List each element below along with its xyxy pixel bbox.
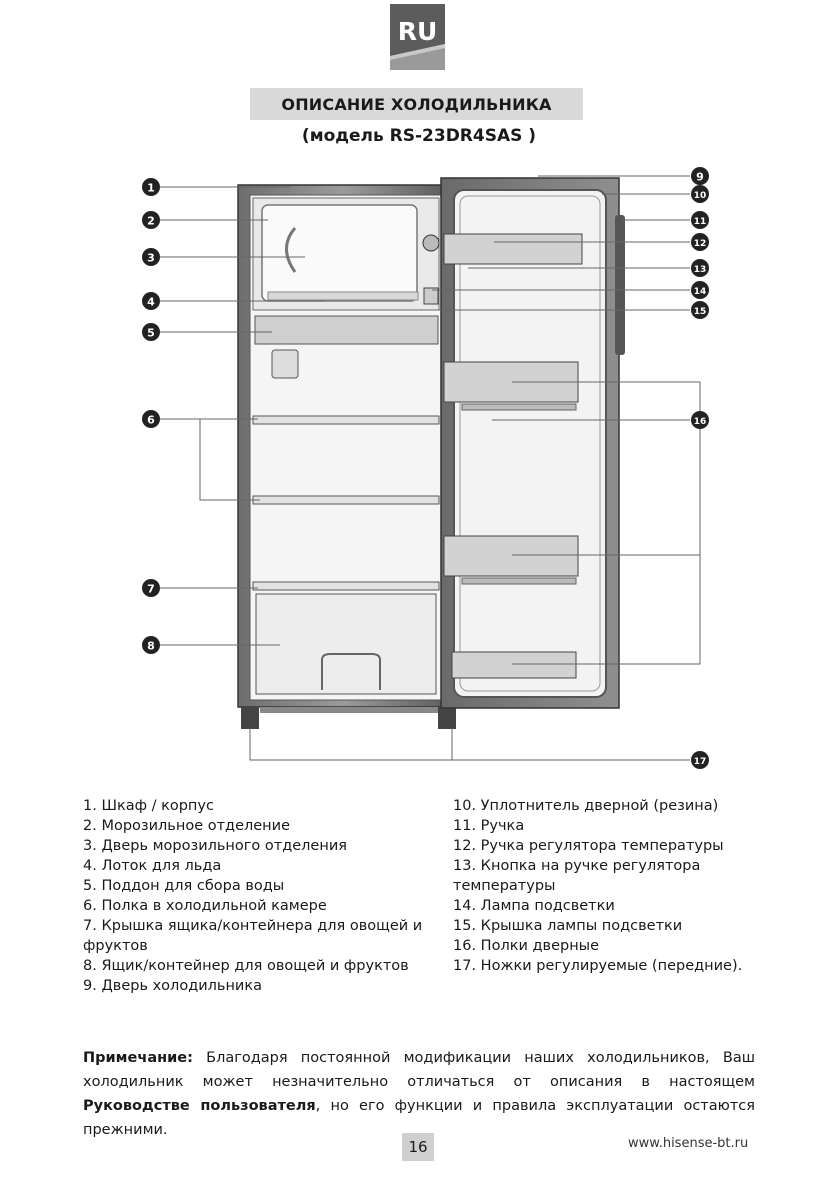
legend-item: 17. Ножки регулируемые (передние). xyxy=(453,958,743,974)
callout-11: 11 xyxy=(693,217,707,227)
page-title-text: ОПИСАНИЕ ХОЛОДИЛЬНИКА xyxy=(281,94,552,114)
note-text: Благодаря постоянной модификации наших холодильников, Ваш холодильник может незначительно отличаться от описания в настоящем xyxy=(83,1050,755,1090)
legend-item: 12. Ручка регулятора температуры xyxy=(453,838,724,854)
legend-item: 4. Лоток для льда xyxy=(83,858,222,874)
callout-14: 14 xyxy=(693,287,707,297)
callout-8: 8 xyxy=(147,639,155,653)
legend-item: 7. Крышка ящика/контейнера для овощей и фруктов xyxy=(83,918,423,954)
legend-left xyxy=(83,796,428,996)
callouts-left xyxy=(142,178,160,654)
legend-item: 3. Дверь морозильного отделения xyxy=(83,838,347,854)
legend-item: 1. Шкаф / корпус xyxy=(83,798,214,814)
callout-3: 3 xyxy=(147,251,155,265)
callout-5: 5 xyxy=(147,326,155,340)
legend-right xyxy=(453,796,783,976)
note-manual-ref: Руководстве пользователя xyxy=(83,1098,316,1114)
legend-item: 10. Уплотнитель дверной (резина) xyxy=(453,798,719,814)
callout-12: 12 xyxy=(693,239,707,249)
callout-6: 6 xyxy=(147,413,155,427)
legend-item: 6. Полка в холодильной камере xyxy=(83,898,327,914)
note-paragraph xyxy=(83,1046,755,1142)
fridge-door xyxy=(423,178,625,708)
adjustable-feet xyxy=(241,707,456,729)
model-subtitle: (модель RS-23DR4SAS ) xyxy=(301,126,537,146)
legend-item: 11. Ручка xyxy=(453,818,525,834)
callout-9: 9 xyxy=(696,170,704,184)
page-number-text: 16 xyxy=(408,1138,428,1156)
page-number xyxy=(402,1133,434,1161)
website-link[interactable]: www.hisense-bt.ru xyxy=(628,1136,749,1151)
legend-item: 15. Крышка лампы подсветки xyxy=(453,918,683,934)
legend-item: 2. Морозильное отделение xyxy=(83,818,291,834)
callout-17: 17 xyxy=(693,757,707,767)
language-badge xyxy=(390,4,445,70)
legend-item: 13. Кнопка на ручке регулятора температуры xyxy=(453,858,701,894)
legend-item: 16. Полки дверные xyxy=(453,938,600,954)
callout-7: 7 xyxy=(147,582,155,596)
drip-tray xyxy=(255,316,438,344)
fridge-diagram xyxy=(0,160,838,780)
callout-15: 15 xyxy=(693,307,707,317)
thermostat xyxy=(272,350,298,378)
callout-10: 10 xyxy=(693,191,707,201)
page-title xyxy=(250,88,583,120)
note-text-end: , но его функции и правила эксплуатации остаются прежними. xyxy=(83,1098,755,1138)
note-label: Примечание: xyxy=(83,1050,193,1066)
legend-item: 9. Дверь холодильника xyxy=(83,978,262,994)
callout-4: 4 xyxy=(147,295,155,309)
freezer-compartment xyxy=(253,198,439,310)
callout-13: 13 xyxy=(693,265,707,275)
language-badge-text: RU xyxy=(397,17,438,46)
vegetable-drawer xyxy=(256,594,436,694)
legend-item: 5. Поддон для сбора воды xyxy=(83,878,285,894)
callout-1: 1 xyxy=(147,181,155,195)
legend-item: 8. Ящик/контейнер для овощей и фруктов xyxy=(83,958,409,974)
callout-16: 16 xyxy=(693,417,707,427)
legend-item: 14. Лампа подсветки xyxy=(453,898,615,914)
callout-2: 2 xyxy=(147,214,155,228)
